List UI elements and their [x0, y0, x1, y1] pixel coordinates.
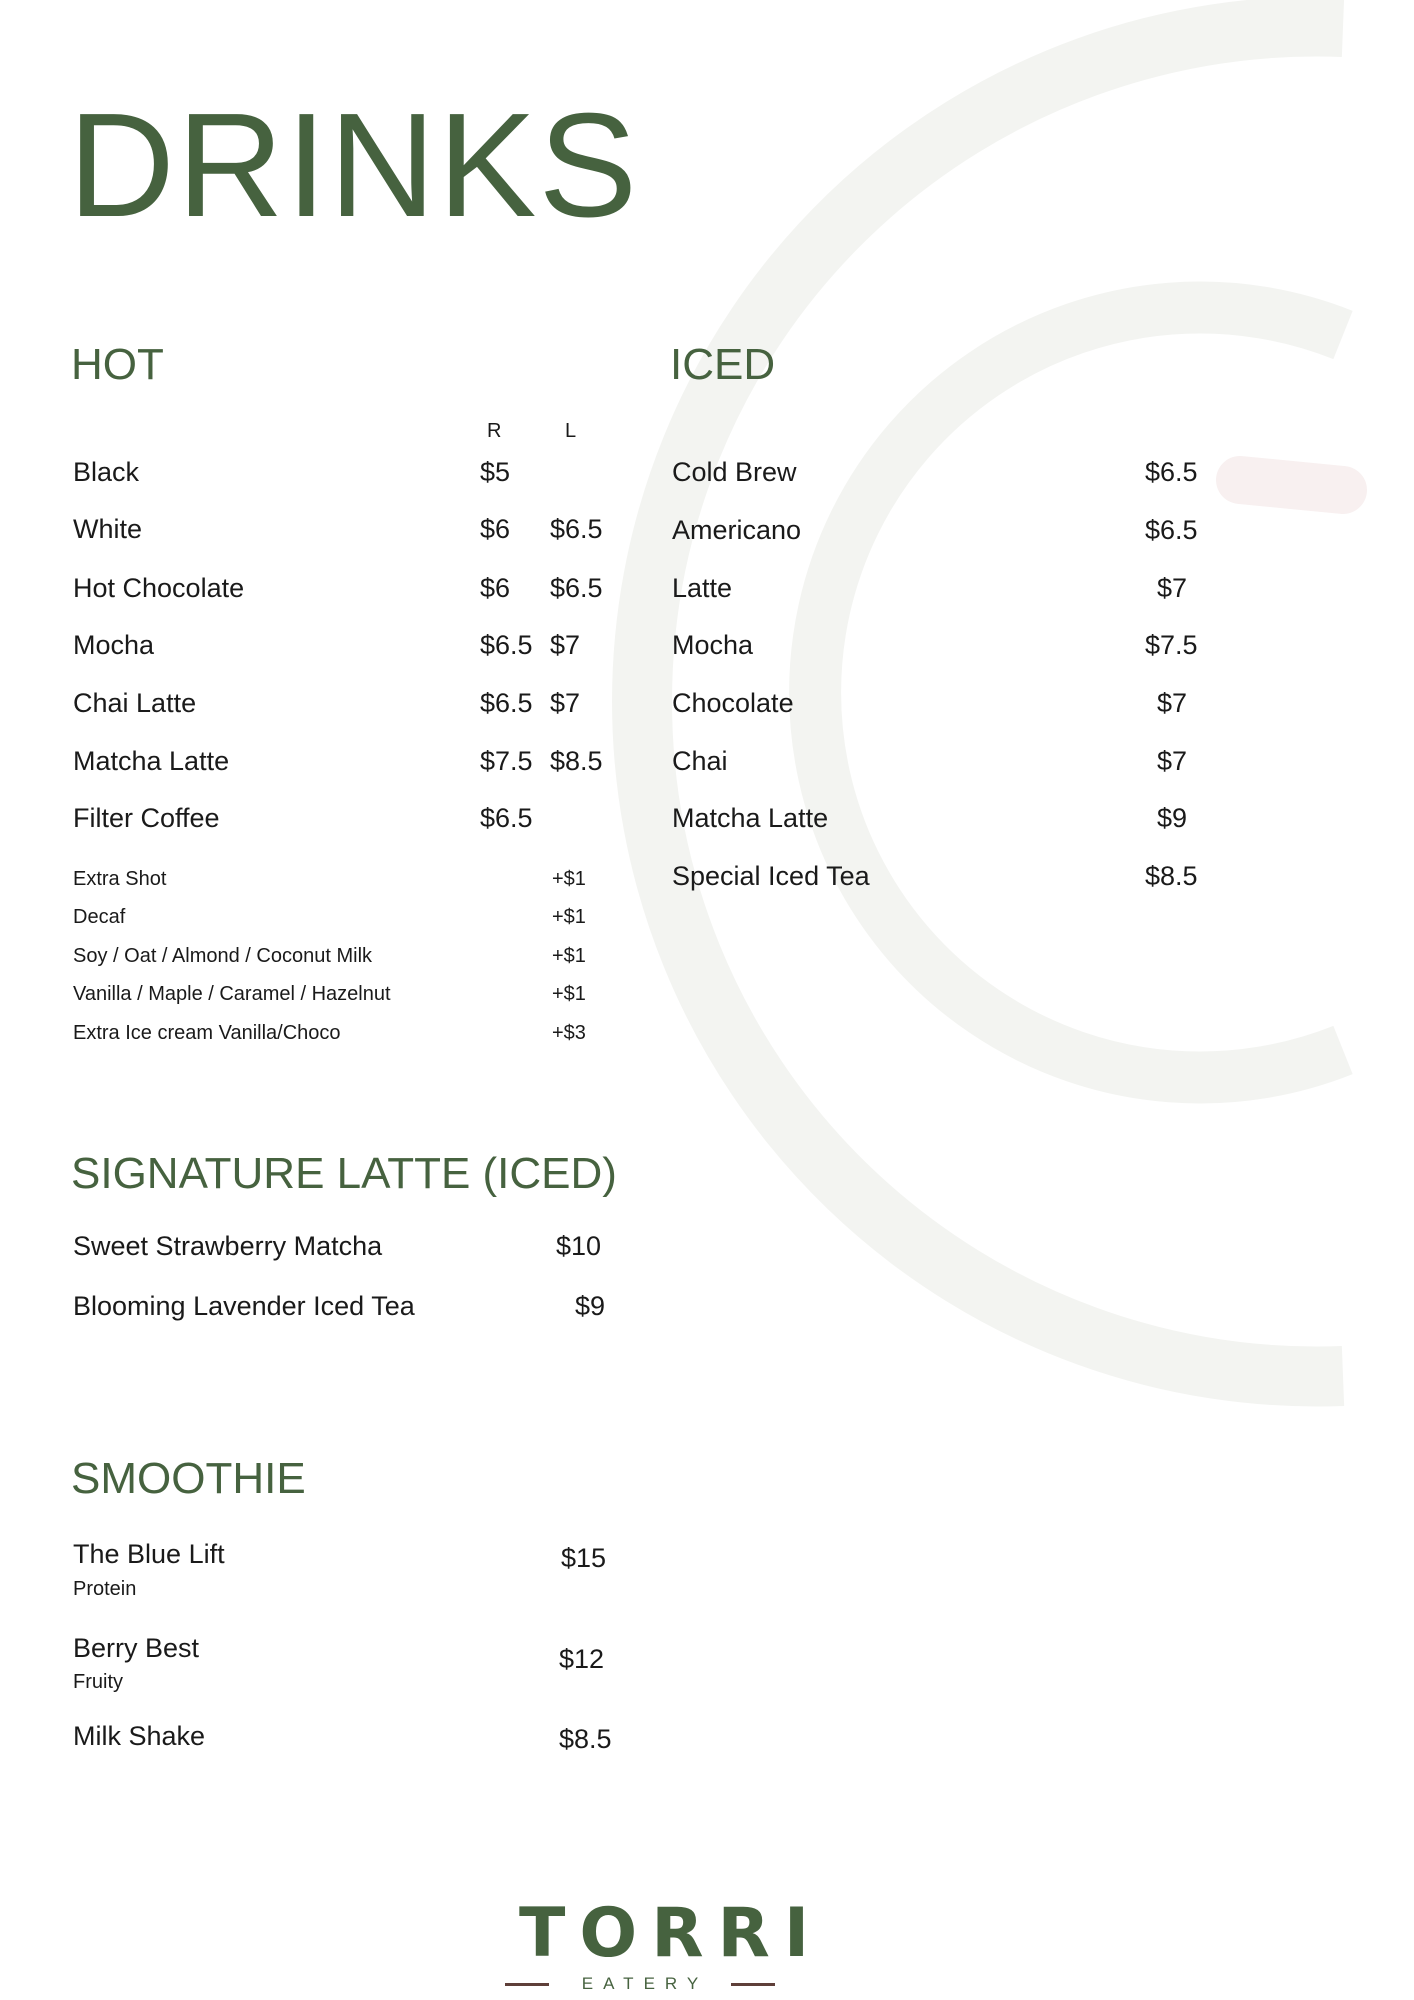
- iced-item-price: $7.5: [1145, 630, 1198, 660]
- iced-item-name: Mocha: [672, 630, 754, 660]
- hot-item-name: Hot Chocolate: [73, 573, 245, 603]
- size-label-regular: R: [487, 420, 502, 442]
- smoothie-heading: SMOOTHIE: [71, 1454, 306, 1503]
- iced-item-price: $9: [1157, 803, 1188, 833]
- extra-item-name: Soy / Oat / Almond / Coconut Milk: [73, 945, 373, 967]
- signature-heading: SIGNATURE LATTE (ICED): [71, 1149, 617, 1198]
- iced-item-name: Americano: [672, 515, 802, 545]
- hot-item-name: White: [73, 514, 143, 544]
- hot-item-price-large: $6.5: [550, 573, 603, 603]
- iced-item-price: $6.5: [1145, 515, 1198, 545]
- signature-item-price: $10: [556, 1231, 602, 1261]
- hot-item-price-regular: $6.5: [480, 803, 533, 833]
- hot-item-name: Chai Latte: [73, 688, 197, 718]
- hot-item-name: Mocha: [73, 630, 155, 660]
- brand-divider-left: [505, 1983, 549, 1986]
- hot-item-price-regular: $6.5: [480, 688, 533, 718]
- hot-item-price-large: $7: [550, 630, 581, 660]
- hot-item-price-regular: $7.5: [480, 746, 533, 776]
- hot-item-name: Matcha Latte: [73, 746, 230, 776]
- extra-item-price: +$1: [552, 983, 586, 1005]
- extra-item-price: +$1: [552, 868, 586, 890]
- iced-item-name: Latte: [672, 573, 733, 603]
- iced-item-price: $6.5: [1145, 457, 1198, 487]
- extra-item-name: Decaf: [73, 906, 126, 928]
- hot-item-name: Filter Coffee: [73, 803, 220, 833]
- hot-item-name: Black: [73, 457, 140, 487]
- brand-subtitle-row: [505, 1972, 775, 1996]
- hot-item-price-large: $7: [550, 688, 581, 718]
- signature-item-price: $9: [575, 1291, 606, 1321]
- iced-item-price: $7: [1157, 746, 1188, 776]
- extra-item-name: Extra Ice cream Vanilla/Choco: [73, 1022, 341, 1044]
- extra-item-price: +$1: [552, 906, 586, 928]
- smoothie-item-desc: Fruity: [73, 1671, 123, 1693]
- page-title: DRINKS: [68, 83, 640, 248]
- hot-item-price-large: $8.5: [550, 746, 603, 776]
- iced-item-name: Chocolate: [672, 688, 794, 718]
- iced-item-price: $7: [1157, 573, 1188, 603]
- brand-name: TORRI: [519, 1894, 824, 1973]
- iced-item-name: Special Iced Tea: [672, 861, 870, 891]
- torri-eatery-logo: [505, 1894, 824, 1996]
- extra-item-name: Vanilla / Maple / Caramel / Hazelnut: [73, 983, 391, 1005]
- size-label-large: L: [565, 420, 577, 442]
- smoothie-item-price: $8.5: [559, 1724, 612, 1754]
- smoothie-item-name: The Blue Lift: [73, 1539, 225, 1569]
- signature-item-name: Blooming Lavender Iced Tea: [73, 1291, 415, 1321]
- smoothie-item-name: Milk Shake: [73, 1721, 206, 1751]
- brand-subtitle: EATERY: [581, 1974, 709, 1993]
- smoothie-item-price: $12: [559, 1644, 605, 1674]
- hot-item-price-large: $6.5: [550, 514, 603, 544]
- hot-heading: HOT: [71, 340, 164, 389]
- iced-item-price: $7: [1157, 688, 1188, 718]
- iced-item-name: Cold Brew: [672, 457, 797, 487]
- extra-item-price: +$3: [552, 1022, 586, 1044]
- smoothie-item-desc: Protein: [73, 1578, 137, 1600]
- iced-heading: ICED: [670, 340, 776, 389]
- brand-divider-right: [731, 1983, 775, 1986]
- hot-item-price-regular: $5: [480, 457, 511, 487]
- hot-item-price-regular: $6.5: [480, 630, 533, 660]
- smoothie-item-name: Berry Best: [73, 1633, 200, 1663]
- extra-item-name: Extra Shot: [73, 868, 167, 890]
- iced-item-name: Matcha Latte: [672, 803, 829, 833]
- signature-item-name: Sweet Strawberry Matcha: [73, 1231, 383, 1261]
- hot-item-price-regular: $6: [480, 514, 511, 544]
- iced-item-name: Chai: [672, 746, 728, 776]
- iced-item-price: $8.5: [1145, 861, 1198, 891]
- hot-item-price-regular: $6: [480, 573, 511, 603]
- smoothie-item-price: $15: [561, 1543, 607, 1573]
- extra-item-price: +$1: [552, 945, 586, 967]
